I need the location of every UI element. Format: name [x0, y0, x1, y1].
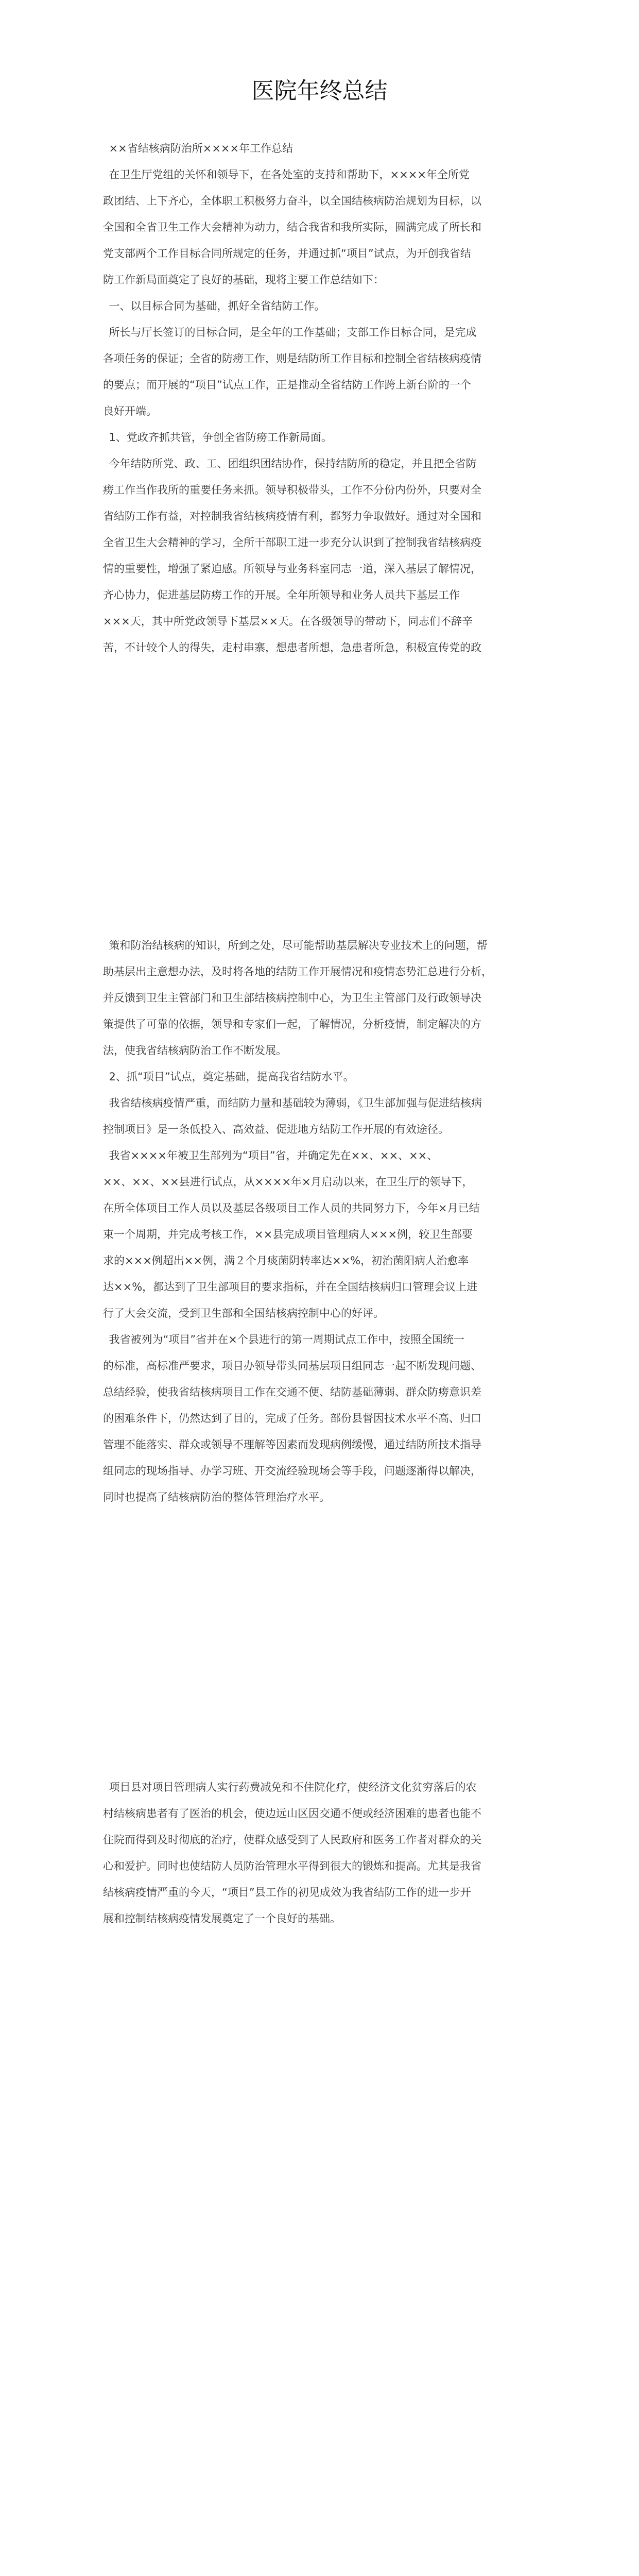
text-line: 同时也提高了结核病防治的整体管理治疗水平。	[103, 1491, 330, 1503]
text-line: 齐心协力，促进基层防痨工作的开展。全年所领导和业务人员共下基层工作	[103, 589, 460, 601]
paragraph	[103, 293, 537, 319]
text-line: 各项任务的保证；全省的防痨工作，则是结防所工作目标和控制全省结核病疫情	[103, 352, 481, 365]
paragraph	[103, 425, 537, 451]
text-line: 全省卫生大会精神的学习，全所干部职工进一步充分认识到了控制我省结核病疫	[103, 536, 481, 549]
paragraph	[103, 319, 537, 425]
text-line: 党支部两个工作目标合同所规定的任务，并通过抓“项目”试点，为开创我省结	[103, 247, 471, 260]
content-block-2	[103, 933, 537, 1511]
text-line: 项目县对项目管理病人实行药费减免和不住院化疗，使经济文化贫穷落后的农	[109, 1781, 477, 1793]
text-line: 所长与厅长签订的目标合同，是全年的工作基础；支部工作目标合同，是完成	[109, 326, 477, 338]
paragraph	[103, 1774, 537, 1932]
paragraph	[103, 1090, 537, 1143]
content-block-1	[103, 135, 537, 661]
paragraph	[103, 162, 537, 293]
text-line: 良好开端。	[103, 405, 157, 417]
text-line: 策提供了可靠的依据，领导和专家们一起，了解情况，分析疫情，制定解决的方	[103, 1018, 481, 1030]
text-line: 1、党政齐抓共管，争创全省防痨工作新局面。	[109, 431, 332, 444]
text-line: 助基层出主意想办法，及时将各地的结防工作开展情况和疫情态势汇总进行分析，	[103, 965, 492, 978]
text-line: 行了大会交流，受到卫生部和全国结核病控制中心的好评。	[103, 1307, 384, 1319]
text-line: 组同志的现场指导、办学习班、开交流经验现场会等手段，问题逐渐得以解决，	[103, 1465, 481, 1477]
text-line: 我省结核病疫情严重，而结防力量和基础较为薄弱，《卫生部加强与促进结核病	[109, 1097, 482, 1109]
text-line: 全国和全省卫生工作大会精神为动力，结合我省和我所实际，圆满完成了所长和	[103, 221, 481, 233]
paragraph	[103, 1143, 537, 1327]
text-line: 苦，不计较个人的得失，走村串寨，想患者所想，急患者所急，积极宣传党的政	[103, 641, 481, 654]
text-line: 情的重要性，增强了紧迫感。所领导与业务科室同志一道，深入基层了解情况，	[103, 563, 481, 575]
text-line: ×××天，其中所党政领导下基层××天。在各级领导的带动下，同志们不辞辛	[103, 615, 473, 628]
text-line: 痨工作当作我所的重要任务来抓。领导积极带头，工作不分份内份外，只要对全	[103, 484, 481, 496]
text-line: 防工作新局面奠定了良好的基础，现将主要工作总结如下：	[103, 274, 384, 286]
text-line: 一、以目标合同为基础，抓好全省结防工作。	[109, 300, 325, 312]
text-line: 达××%，都达到了卫生部项目的要求指标，并在全国结核病归口管理会议上进	[103, 1281, 478, 1293]
text-line: 在所全体项目工作人员以及基层各级项目工作人员的共同努力下，今年×月已结	[103, 1202, 480, 1214]
text-line: ××、××、××县进行试点，从××××年×月启动以来，在卫生厅的领导下，	[103, 1176, 473, 1188]
paragraph	[103, 1064, 537, 1090]
text-line: 我省××××年被卫生部列为“项目”省，并确定先在××、××、××、	[109, 1149, 438, 1162]
text-line: 2、抓“项目”试点，奠定基础，提高我省结防水平。	[109, 1071, 354, 1083]
text-line: 结核病疫情严重的今天，“项目”县工作的初见成效为我省结防工作的进一步开	[103, 1886, 471, 1899]
text-line: 在卫生厅党组的关怀和领导下，在各处室的支持和帮助下，××××年全所党	[109, 168, 470, 181]
text-line: 总结经验，使我省结核病项目工作在交通不便、结防基础薄弱、群众防痨意识差	[103, 1386, 481, 1398]
paragraph	[103, 135, 537, 162]
text-line: 并反馈到卫生主管部门和卫生部结核病控制中心，为卫生主管部门及行政领导决	[103, 992, 481, 1004]
text-line: 心和爱护。同时也使结防人员防治管理水平得到很大的锻炼和提高。尤其是我省	[103, 1860, 481, 1872]
text-line: 控制项目》是一条低投入、高效益、促进地方结防工作开展的有效途径。	[103, 1123, 449, 1136]
text-line: ××省结核病防治所××××年工作总结	[109, 142, 293, 155]
text-line: 管理不能落实、群众或领导不理解等因素而发现病例缓慢，通过结防所技术指导	[103, 1438, 481, 1451]
text-line: 的要点；而开展的“项目”试点工作，正是推动全省结防工作跨上新台阶的一个	[103, 379, 471, 391]
text-line: 展和控制结核病疫情发展奠定了一个良好的基础。	[103, 1912, 341, 1925]
text-line: 的困难条件下，仍然达到了目的，完成了任务。部份县督因技术水平不高、归口	[103, 1412, 481, 1425]
text-line: 今年结防所党、政、工、团组织团结协作，保持结防所的稳定，并且把全省防	[109, 457, 477, 470]
document-title: 医院年终总结	[251, 78, 388, 104]
paragraph	[103, 1327, 537, 1511]
text-line: 省结防工作有益，对控制我省结核病疫情有利，都努力争取做好。通过对全国和	[103, 510, 481, 522]
text-line: 我省被列为“项目”省并在×个县进行的第一周期试点工作中，按照全国统一	[109, 1333, 464, 1346]
paragraph	[103, 933, 537, 1064]
text-line: 村结核病患者有了医治的机会，使边远山区因交通不便或经济困难的患者也能不	[103, 1807, 481, 1820]
paragraph	[103, 451, 537, 661]
text-line: 的标准，高标准严要求，项目办领导带头同基层项目组同志一起不断发现问题、	[103, 1360, 481, 1372]
text-line: 求的×××例超出××例，满２个月痰菌阴转率达××%，初治菌阳病人治愈率	[103, 1255, 469, 1267]
text-line: 住院而得到及时彻底的治疗，使群众感受到了人民政府和医务工作者对群众的关	[103, 1834, 481, 1846]
content-block-3	[103, 1774, 537, 1932]
text-line: 束一个周期，并完成考核工作，××县完成项目管理病人×××例，较卫生部要	[103, 1228, 473, 1241]
text-line: 策和防治结核病的知识，所到之处，尽可能帮助基层解决专业技术上的问题，帮	[109, 939, 488, 952]
text-line: 政团结、上下齐心，全体职工积极努力奋斗，以全国结核病防治规划为目标，以	[103, 195, 481, 207]
text-line: 法，使我省结核病防治工作不断发展。	[103, 1044, 287, 1057]
